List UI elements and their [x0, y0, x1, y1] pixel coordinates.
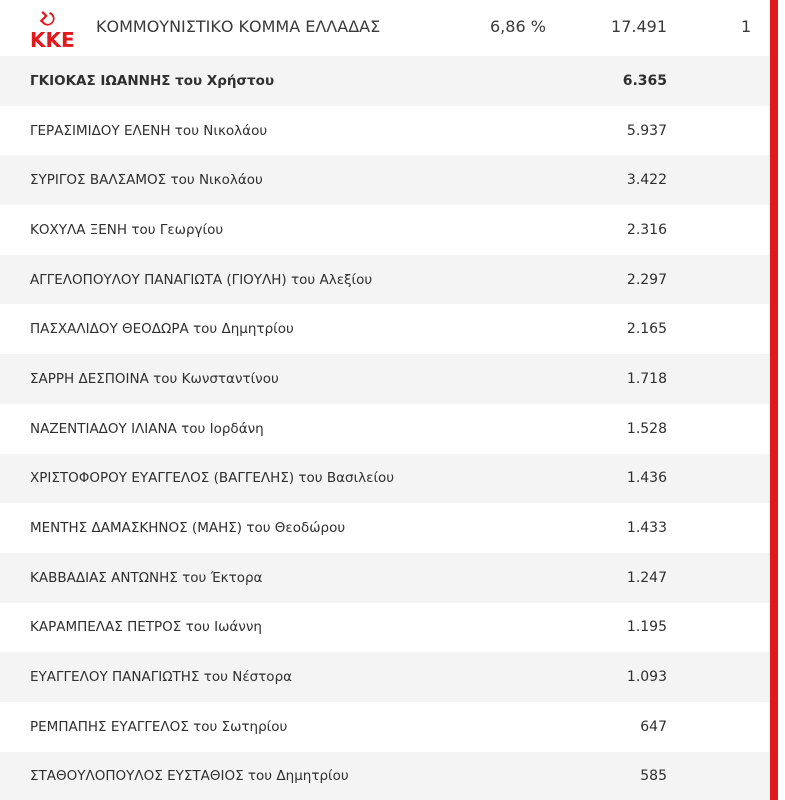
candidate-votes: 2.297 — [626, 271, 667, 288]
candidate-votes: 5.937 — [626, 122, 667, 139]
candidate-votes: 1.436 — [626, 470, 667, 487]
candidate-votes: 2.165 — [626, 321, 667, 338]
party-color-bar — [770, 0, 778, 800]
candidate-row[interactable] — [0, 702, 770, 752]
candidate-name: ΓΚΙΟΚΑΣ ΙΩΑΝΝΗΣ του Χρήστου — [30, 72, 275, 89]
candidate-votes: 2.316 — [626, 221, 667, 238]
candidate-name: ΧΡΙΣΤΟΦΟΡΟΥ ΕΥΑΓΓΕΛΟΣ (ΒΑΓΓΕΛΗΣ) του Βασιλείου — [30, 470, 395, 487]
party-name: ΚΟΜΜΟΥΝΙΣΤΙΚΟ ΚΟΜΜΑ ΕΛΛΑΔΑΣ — [96, 17, 381, 36]
candidate-row[interactable] — [0, 553, 770, 603]
candidate-votes: 6.365 — [622, 72, 667, 89]
candidate-votes: 1.093 — [626, 669, 667, 686]
candidate-votes: 1.528 — [626, 420, 667, 437]
party-percent: 6,86 % — [490, 17, 546, 36]
candidate-row[interactable] — [0, 155, 770, 205]
candidate-row[interactable] — [0, 603, 770, 653]
candidate-votes: 3.422 — [626, 172, 667, 189]
candidate-name: ΣΤΑΘΟΥΛΟΠΟΥΛΟΣ ΕΥΣΤΑΘΙΟΣ του Δημητρίου — [30, 768, 349, 785]
candidate-votes: 647 — [640, 718, 667, 735]
candidate-name: ΚΑΒΒΑΔΙΑΣ ΑΝΤΩΝΗΣ του Έκτορα — [30, 569, 263, 586]
hammer-sickle-icon — [40, 11, 55, 26]
candidate-name: ΣΑΡΡΗ ΔΕΣΠΟΙΝΑ του Κωνσταντίνου — [30, 370, 279, 387]
logo-text: ΚΚΕ — [30, 28, 75, 49]
kke-logo — [30, 9, 82, 49]
candidate-row[interactable] — [0, 404, 770, 454]
candidate-name: ΓΕΡΑΣΙΜΙΔΟΥ ΕΛΕΝΗ του Νικολάου — [30, 122, 268, 139]
candidate-row[interactable] — [0, 255, 770, 305]
candidate-name: ΠΑΣΧΑΛΙΔΟΥ ΘΕΟΔΩΡΑ του Δημητρίου — [30, 321, 294, 338]
candidate-votes: 1.718 — [626, 370, 667, 387]
candidate-row[interactable] — [0, 752, 770, 800]
candidate-list — [0, 56, 770, 800]
candidate-name: ΡΕΜΠΑΠΗΣ ΕΥΑΓΓΕΛΟΣ του Σωτηρίου — [30, 718, 288, 735]
candidate-votes: 1.195 — [626, 619, 667, 636]
candidate-name: ΚΟΧΥΛΑ ΞΕΝΗ του Γεωργίου — [30, 221, 224, 238]
candidate-row[interactable] — [0, 304, 770, 354]
party-row[interactable] — [0, 0, 770, 56]
candidate-name: ΑΓΓΕΛΟΠΟΥΛΟΥ ΠΑΝΑΓΙΩΤΑ (ΓΙΟΥΛΗ) του Αλεξίου — [30, 271, 373, 288]
candidate-name: ΚΑΡΑΜΠΕΛΑΣ ΠΕΤΡΟΣ του Ιωάννη — [30, 619, 262, 636]
candidate-votes: 585 — [640, 768, 667, 785]
candidate-name: ΝΑΖΕΝΤΙΑΔΟΥ ΙΛΙΑΝΑ του Ιορδάνη — [30, 420, 264, 437]
candidate-row[interactable] — [0, 205, 770, 255]
candidate-row[interactable] — [0, 106, 770, 156]
candidate-row[interactable] — [0, 354, 770, 404]
candidate-row[interactable] — [0, 503, 770, 553]
candidate-name: ΣΥΡΙΓΟΣ ΒΑΛΣΑΜΟΣ του Νικολάου — [30, 172, 263, 189]
candidate-votes: 1.433 — [626, 520, 667, 537]
party-seats: 1 — [741, 17, 752, 36]
party-votes: 17.491 — [611, 17, 667, 36]
candidate-votes: 1.247 — [626, 569, 667, 586]
candidate-row[interactable] — [0, 454, 770, 504]
candidate-row[interactable] — [0, 56, 770, 106]
candidate-name: ΜΕΝΤΗΣ ΔΑΜΑΣΚΗΝΟΣ (ΜΑΗΣ) του Θεοδώρου — [30, 520, 346, 537]
candidate-row[interactable] — [0, 652, 770, 702]
candidate-name: ΕΥΑΓΓΕΛΟΥ ΠΑΝΑΓΙΩΤΗΣ του Νέστορα — [30, 669, 293, 686]
